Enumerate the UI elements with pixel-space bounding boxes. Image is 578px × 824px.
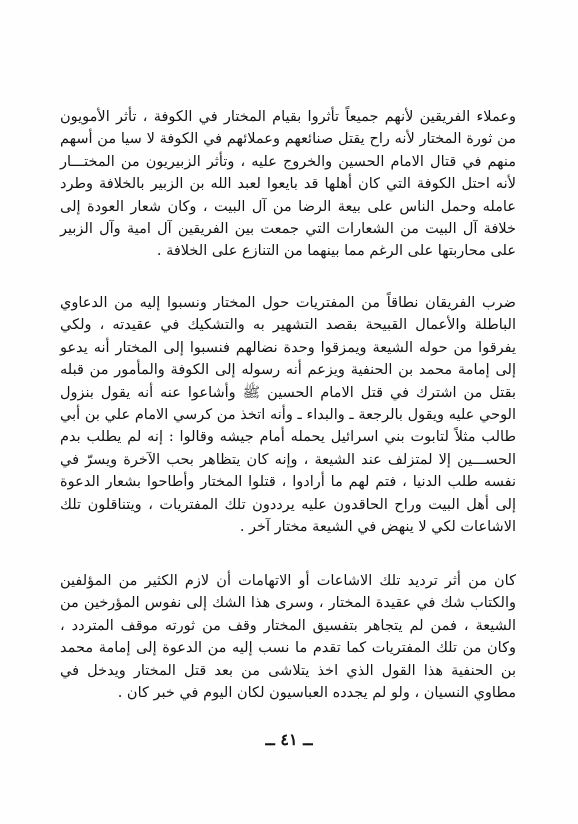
paragraph-2: ضرب الفريقان نطاقاً من المفتريات حول المختار ونسبوا إليه من الدعاوي الباطلة والأعمال القبيحة بقصد التشهير به والتشكيك في عقيدته ، ولكي يفرقوا من حوله الشيعة ويمزقوا وحدة نضالهم فنسبوا إلى المختار أنه يدعو إلى إمامة محمد بن الحنفية ويزعم أنه رسوله إلى الكوفة والمأمور من قبله بقتل من اشترك في قتل الامام الحسين ﷺ وأشاعوا عنه أنه يقول بنزول الوحي عليه ويقول بالرجعة ـ والبداء ـ وأنه اتخذ من كرسي الامام علي بن أبي طالب مثلاً لتابوت بني اسرائيل يحمله أمام جيشه وقالوا : إنه لم يطلب بدم الحســـين إلا لمتزلف عند الشيعة ، وإنه كان يتظاهر بحب الآخرة ويسرّ في نفسه طلب الدنيا ، فتم لهم ما أرادوا ، قتلوا المختار وأطاحوا بشعار الدعوة إلى أهل البيت وراح الحاقدون عليه يرددون تلك المفتريات ، ويتناقلون تلك الاشاعات لكي لا ينهض في الشيعة مختار آخر . — [60, 295, 516, 536]
page-number: ــ ٤١ ــ — [265, 730, 313, 749]
paragraph-1: وعملاء الفريقين لأنهم جميعاً تأثروا بقيام المختار في الكوفة ، تأثر الأمويون من ثورة المختار لأنه راح يقتل صنائعهم وعملائهم في الكوفة لا سيا من أسهم منهم في قتال الامام الحسين والخروج عليه ، وتأثر الزبيريون من المختـــار لأنه احتل الكوفة التي كان أهلها قد بايعوا لعبد الله بن الزبير بالخلافة وطرد عامله وحمل الناس على بيعة الرضا من آل البيت ، وكان شعار العودة إلى خلافة آل البيت من الشعارات التي جمعت بين الفريقين آل امية وآل الزبير على محاربتها على الرغم مما بينهما من التنازع على الخلافة . — [60, 109, 516, 260]
paragraph-3: كان من أثر ترديد تلك الاشاعات أو الاتهامات أن لازم الكثير من المؤلفين والكتاب شك في عقيدة المختار ، وسرى هذا الشك إلى نفوس المؤرخين من الشيعة ، فمن لم يتجاهر بتفسيق المختار وقف من ثورته موقف المتردد ، وكان من تلك المفتريات كما تقدم ما نسب إليه من الدعوة إلى إمامة محمد بن الحنفية هذا القول الذي اخذ يتلاشى من بعد قتل المختار ويدخل في مطاوي النسيان ، ولو لم يجدده العباسيون لكان اليوم في خبر كان . — [60, 573, 516, 702]
